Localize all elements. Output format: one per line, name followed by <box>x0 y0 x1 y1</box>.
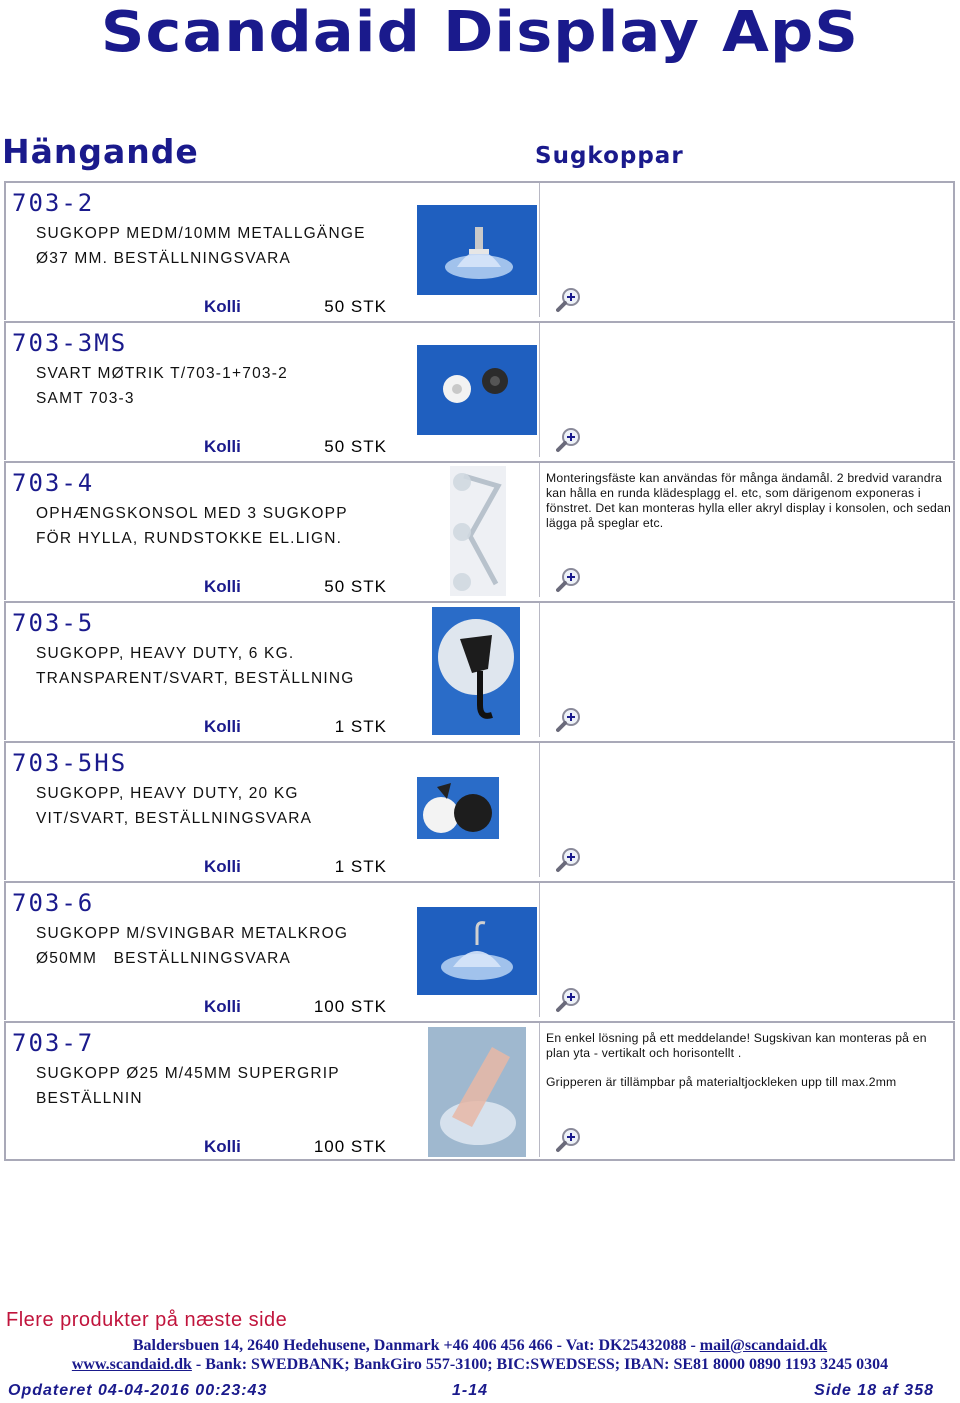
product-row <box>4 461 955 600</box>
product-description <box>36 361 288 411</box>
kolli-quantity: 50 STK <box>324 437 387 456</box>
product-photo[interactable] <box>450 466 506 596</box>
kolli-label: Kolli <box>204 717 241 736</box>
description-line: SUGKOPP M/SVINGBAR METALKROG <box>36 925 349 942</box>
footer-address <box>0 1337 960 1355</box>
product-code: 703-5HS <box>12 749 128 777</box>
kolli-label: Kolli <box>204 577 241 596</box>
website-link[interactable]: www.scandaid.dk <box>71 1356 192 1373</box>
description-line: Ø37 MM. BESTÄLLNINGSVARA <box>36 250 292 267</box>
kolli-label: Kolli <box>204 1137 241 1156</box>
product-photo[interactable] <box>417 205 537 295</box>
product-row <box>4 181 955 320</box>
kolli-label: Kolli <box>204 857 241 876</box>
product-description <box>36 1061 340 1111</box>
product-description <box>36 641 355 691</box>
column-divider <box>539 1023 540 1157</box>
product-photo[interactable] <box>428 1027 526 1157</box>
category-title: Hängande <box>2 132 199 171</box>
product-photo[interactable] <box>417 907 537 995</box>
updated-timestamp: Opdateret 04-04-2016 00:23:43 <box>8 1382 268 1399</box>
next-page-notice: Flere produkter på næste side <box>6 1309 288 1331</box>
description-line: SVART MØTRIK T/703-1+703-2 <box>36 365 288 382</box>
product-code: 703-7 <box>12 1029 95 1057</box>
kolli-quantity: 100 STK <box>313 1137 387 1156</box>
product-row <box>4 321 955 460</box>
column-divider <box>539 883 540 1017</box>
address-text: Baldersbuen 14, 2640 Hedehusene, Danmark +46 406 456 466 - Vat: DK25432088 - <box>132 1337 700 1354</box>
kolli-quantity: 1 STK <box>334 857 387 876</box>
kolli-quantity: 100 STK <box>313 997 387 1016</box>
product-info <box>546 471 951 545</box>
kolli-quantity: 1 STK <box>334 717 387 736</box>
subcategory-title: Sugkoppar <box>535 143 684 169</box>
product-row <box>4 881 955 1020</box>
footer-bank <box>0 1356 960 1374</box>
page-code: 1-14 <box>452 1382 489 1399</box>
description-line: OPHÆNGSKONSOL MED 3 SUGKOPP <box>36 505 348 522</box>
description-line: SUGKOPP, HEAVY DUTY, 6 KG. <box>36 645 295 662</box>
kolli-quantity: 50 STK <box>324 297 387 316</box>
product-description <box>36 501 348 551</box>
product-code: 703-2 <box>12 189 95 217</box>
bank-text: - Bank: SWEDBANK; BankGiro 557-3100; BIC:SWEDSESS; IBAN: SE81 8000 0890 1193 3245 0304 <box>191 1356 889 1373</box>
description-line: FÖR HYLLA, RUNDSTOKKE EL.LIGN. <box>36 530 343 547</box>
product-code: 703-4 <box>12 469 95 497</box>
zoom-in-icon[interactable] <box>556 707 582 733</box>
description-line: Ø50MM BESTÄLLNINGSVARA <box>36 950 292 967</box>
product-description <box>36 781 312 831</box>
kolli-quantity: 50 STK <box>324 577 387 596</box>
product-code: 703-3MS <box>12 329 128 357</box>
info-paragraph: Monteringsfäste kan användas för många ändamål. 2 bredvid varandra kan hålla en runda klädesplagg el. etc, som därigenom exponeras i fönstret. Det kan monteras hylla eller akryl display i konsolen, och sedan lägga på speglar etc. <box>546 471 951 530</box>
info-paragraph: Gripperen är tillämpbar på materialtjockleken upp till max.2mm <box>546 1075 897 1089</box>
description-line: SAMT 703-3 <box>36 390 135 407</box>
description-line: BESTÄLLNIN <box>36 1090 143 1107</box>
product-description <box>36 921 348 971</box>
zoom-in-icon[interactable] <box>556 427 582 453</box>
product-code: 703-5 <box>12 609 95 637</box>
column-divider <box>539 603 540 737</box>
product-code: 703-6 <box>12 889 95 917</box>
description-line: SUGKOPP MEDM/10MM METALLGÄNGE <box>36 225 366 242</box>
column-divider <box>539 743 540 877</box>
zoom-in-icon[interactable] <box>556 567 582 593</box>
zoom-in-icon[interactable] <box>556 1127 582 1153</box>
description-line: VIT/SVART, BESTÄLLNINGSVARA <box>36 810 313 827</box>
column-divider <box>539 323 540 457</box>
kolli-label: Kolli <box>204 437 241 456</box>
kolli-label: Kolli <box>204 297 241 316</box>
brand-title: Scandaid Display ApS <box>100 0 860 65</box>
product-info <box>546 1031 951 1104</box>
page-number: Side 18 af 358 <box>814 1382 934 1399</box>
description-line: TRANSPARENT/SVART, BESTÄLLNING <box>36 670 355 687</box>
product-row <box>4 1021 955 1161</box>
product-description <box>36 221 366 271</box>
description-line: SUGKOPP Ø25 M/45MM SUPERGRIP <box>36 1065 340 1082</box>
product-row <box>4 741 955 880</box>
product-row <box>4 601 955 740</box>
zoom-in-icon[interactable] <box>556 847 582 873</box>
column-divider <box>539 463 540 597</box>
brand-logo <box>0 0 960 64</box>
kolli-label: Kolli <box>204 997 241 1016</box>
zoom-in-icon[interactable] <box>556 987 582 1013</box>
product-photo[interactable] <box>417 777 499 839</box>
column-divider <box>539 183 540 317</box>
email-link[interactable]: mail@scandaid.dk <box>699 1337 828 1354</box>
product-photo[interactable] <box>432 607 520 735</box>
zoom-in-icon[interactable] <box>556 287 582 313</box>
product-photo[interactable] <box>417 345 537 435</box>
description-line: SUGKOPP, HEAVY DUTY, 20 KG <box>36 785 299 802</box>
info-paragraph: En enkel lösning på ett meddelande! Sugskivan kan monteras på en plan yta - vertikalt och horisontellt . <box>546 1031 927 1060</box>
